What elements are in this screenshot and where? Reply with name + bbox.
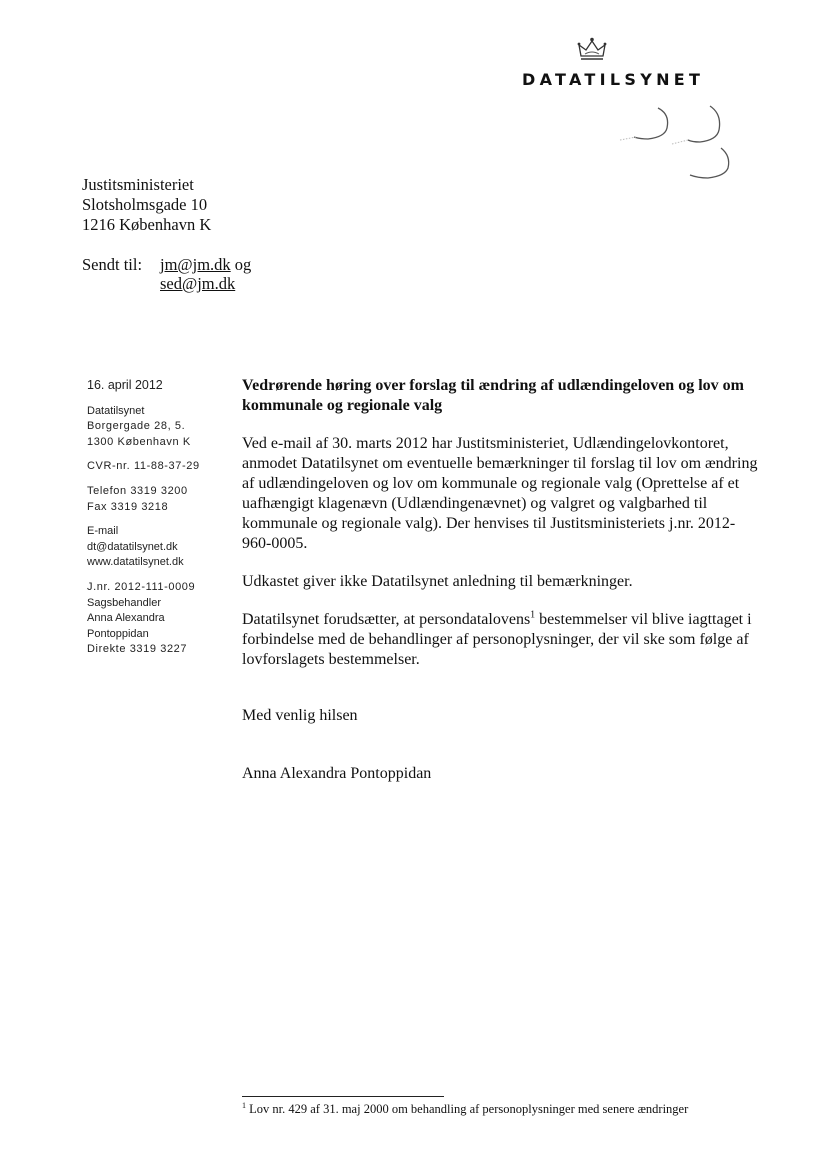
email-link-sed[interactable]: sed@jm.dk <box>160 274 236 293</box>
sender-cvr: CVR-nr. 11-88-37-29 <box>87 460 200 473</box>
paragraph-3-text-start: Datatilsynet forudsætter, at persondatalovens <box>242 611 531 628</box>
case-handler-name-line2: Pontoppidan <box>87 627 149 640</box>
sender-email-label: E-mail <box>87 525 119 538</box>
journal-number: J.nr. 2012-111-0009 <box>87 580 196 593</box>
case-handler-label: Sagsbehandler <box>87 596 162 609</box>
sent-to-label: Sendt til: <box>82 255 143 274</box>
footnote-reference: 1 <box>530 609 536 621</box>
footnote-text: Lov nr. 429 af 31. maj 2000 om behandling af personoplysninger med senere ændringer <box>246 1102 689 1116</box>
recipient-city: 1216 København K <box>82 215 212 234</box>
letter-subject: Vedrørende høring over forslag til ændring af udlændingeloven og lov om kommunale og regionale valg <box>242 377 744 414</box>
sender-info-sidebar <box>87 378 237 667</box>
case-handler-name-line1: Anna Alexandra <box>87 612 165 625</box>
letter-body <box>242 376 762 688</box>
paragraph-3-text-end: bestemmelser vil blive iagttaget i forbindelse med de behandlinger af personoplysninger, der vil ske som følge af lovforslagets bestemmelser. <box>242 611 752 668</box>
closing-greeting: Med venlig hilsen <box>242 707 358 724</box>
handwritten-scribble-icon <box>618 104 738 184</box>
sender-email-link[interactable]: dt@datatilsynet.dk <box>87 540 178 553</box>
organization-logo: DATATILSYNET <box>522 70 705 89</box>
case-handler-direct-phone: Direkte 3319 3227 <box>87 643 188 656</box>
sent-to-conjunction: og <box>230 255 252 274</box>
recipient-address <box>82 175 211 235</box>
signer-name: Anna Alexandra Pontoppidan <box>242 765 432 782</box>
footnote-number: 1 <box>242 1100 246 1110</box>
footnote <box>242 1102 688 1117</box>
sender-phone: Telefon 3319 3200 <box>87 484 188 497</box>
sent-to-line <box>160 255 251 275</box>
sender-web-link[interactable]: www.datatilsynet.dk <box>87 556 184 569</box>
footnote-divider <box>242 1096 444 1097</box>
sender-org-name: Datatilsynet <box>87 404 145 417</box>
letter-paragraph-2: Udkastet giver ikke Datatilsynet anledning til bemærkninger. <box>242 573 633 590</box>
recipient-name: Justitsministeriet <box>82 175 194 194</box>
recipient-street: Slotsholmsgade 10 <box>82 195 208 214</box>
letter-paragraph-1: Ved e-mail af 30. marts 2012 har Justitsministeriet, Udlændingelovkontoret, anmodet Datatilsynet om eventuelle bemærkninger til forslag til lov om ændring af udlændingeloven og lov om kommunale og regionale valg (Oprettelse af et uafhængigt klagenævn (Udlændingenævnet) og valgret og valgbarhed til kommunale og regionale valg). Der henvises til Justitsministeriets j.nr. 2012-960-0005. <box>242 435 758 552</box>
sender-address-street: Borgergade 28, 5. <box>87 420 186 433</box>
crown-icon <box>576 36 608 64</box>
sender-fax: Fax 3319 3218 <box>87 500 169 513</box>
letter-paragraph-3 <box>242 610 762 670</box>
email-link-jm[interactable]: jm@jm.dk <box>160 255 231 274</box>
letter-date: 16. april 2012 <box>87 378 163 392</box>
sender-address-city: 1300 København K <box>87 435 191 448</box>
